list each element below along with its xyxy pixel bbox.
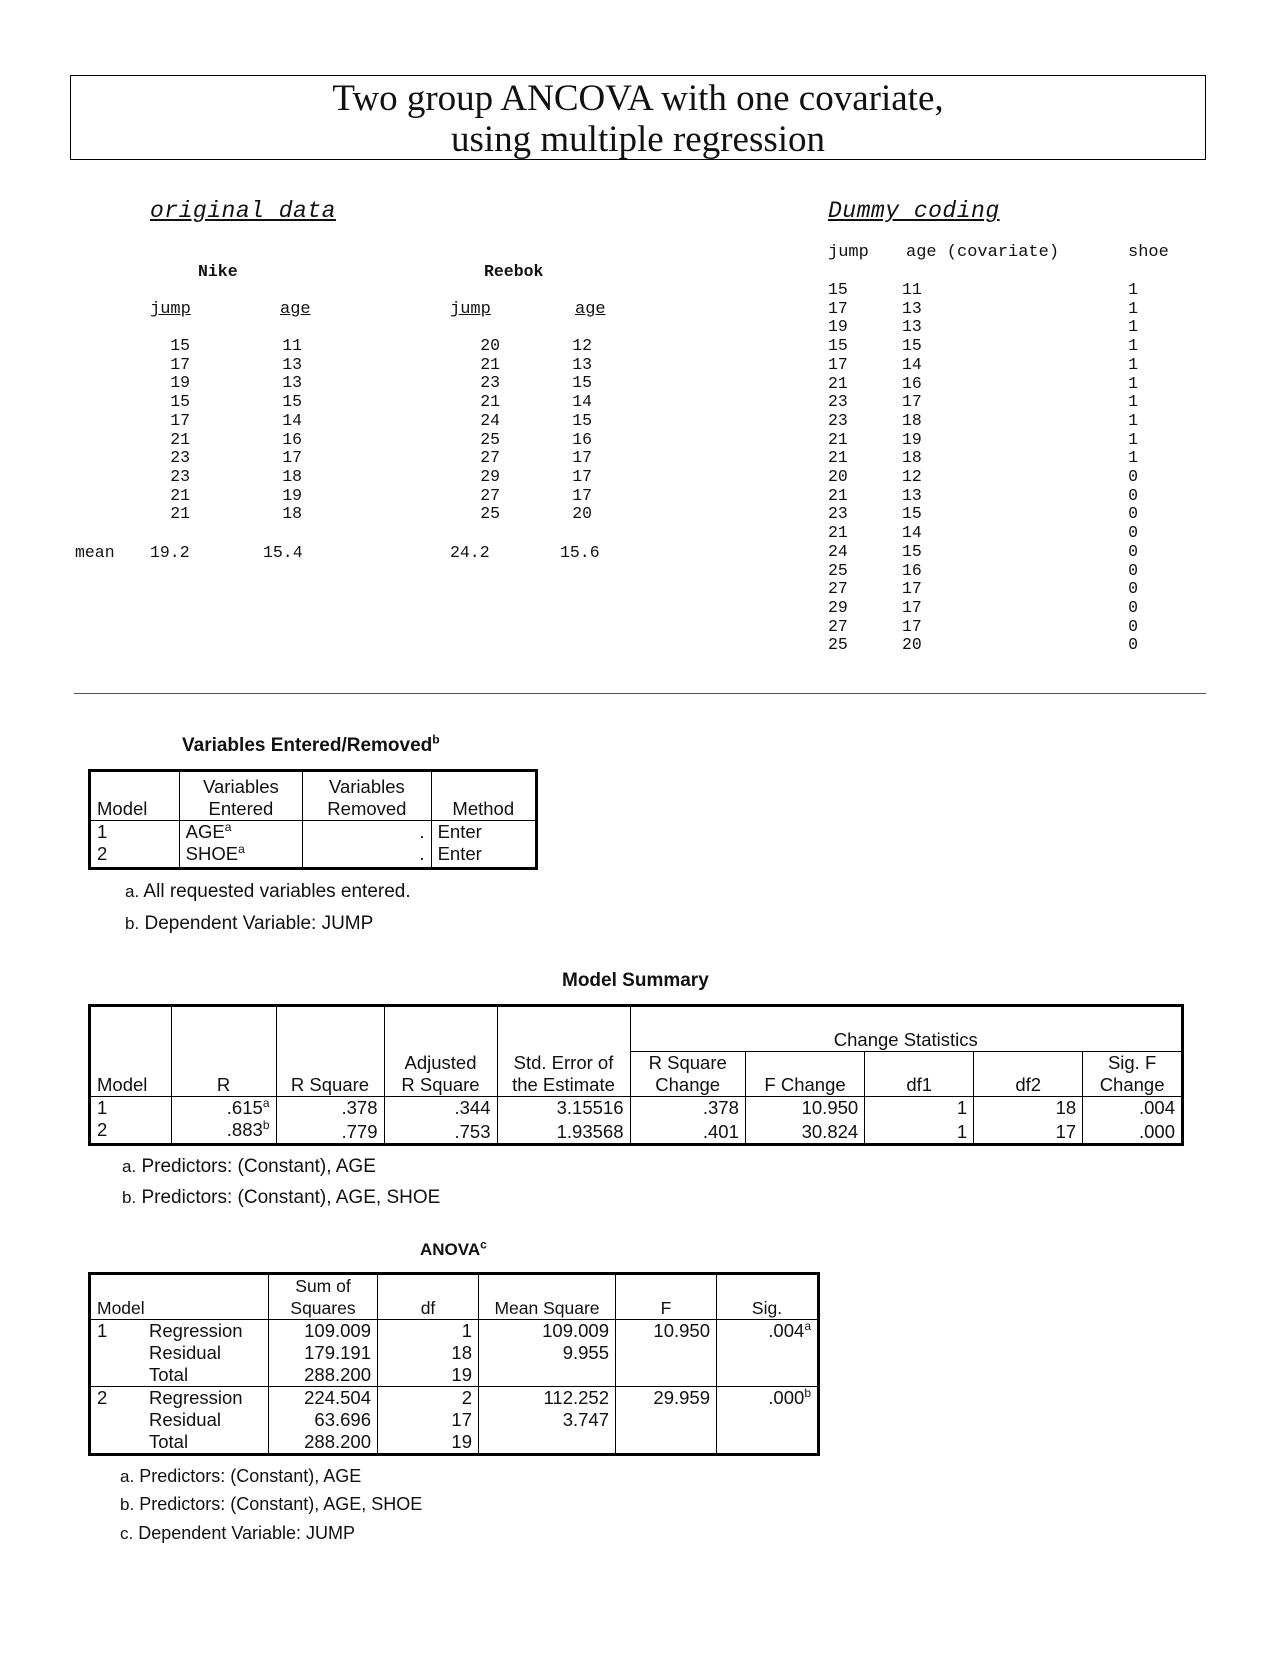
anova-cell: 109.009 (269, 1320, 378, 1343)
original-data-heading: original data (150, 198, 336, 224)
anova-h-ss: Sum of Squares (269, 1274, 378, 1320)
anova-caption: ANOVA$^c$ (420, 1237, 487, 1259)
ver-r1-model: 1 (97, 821, 108, 842)
ver-h-model: Model (97, 798, 148, 819)
anova-table (88, 1272, 820, 1456)
mean-reebok-age: 15.6 (560, 543, 600, 562)
anova-cell: 19 (378, 1431, 479, 1455)
ms-row-1: 1 .615$^a$ .378 .344 3.15516 .378 10.950 1 18 .004 (90, 1097, 1183, 1120)
ver-h-removed: Variables Removed (303, 771, 431, 821)
anova-cell (616, 1364, 717, 1387)
reebok-age-column: 12 13 15 14 15 16 17 17 17 20 (572, 336, 592, 524)
nike-jump-column: 15 17 19 15 17 21 23 23 21 21 (170, 336, 190, 524)
anova-cell: 288.200 (269, 1431, 378, 1455)
ms-h-adj: Adjusted R Square (384, 1006, 497, 1097)
nike-label: Nike (198, 262, 238, 281)
dummy-age-header: age (covariate) (906, 243, 1060, 262)
anova-cell: 9.955 (479, 1342, 616, 1364)
anova-h-f: F (616, 1274, 717, 1320)
dummy-coding-heading: Dummy coding (828, 198, 1000, 224)
ver-r2-removed: . (303, 843, 431, 869)
anova-cell: Residual (149, 1342, 221, 1363)
ver-caption-sup: b (432, 732, 440, 747)
anova-cell: 288.200 (269, 1364, 378, 1387)
anova-cell: 10.950 (616, 1320, 717, 1343)
anova-cell: 18 (378, 1342, 479, 1364)
ms-h-df2: df2 (974, 1052, 1083, 1097)
anova-note-c: c. Dependent Variable: JUMP (120, 1523, 356, 1543)
nike-jump-header: jump (150, 300, 191, 319)
anova-cell (479, 1364, 616, 1387)
ver-note-b: b. Dependent Variable: JUMP (125, 913, 374, 934)
anova-cell (90, 1431, 144, 1455)
anova-cell (616, 1409, 717, 1431)
ms-h-model: Model (97, 1074, 148, 1095)
anova-cell: 63.696 (269, 1409, 378, 1431)
anova-cell (90, 1342, 144, 1364)
anova-row (90, 1431, 819, 1455)
dummy-shoe-column: 1 1 1 1 1 1 1 1 1 1 0 0 0 0 0 0 0 0 0 0 (1128, 280, 1138, 655)
reebok-age-header: age (575, 300, 606, 319)
section-divider (74, 693, 1206, 694)
anova-row (90, 1409, 819, 1431)
ver-r2-entered: SHOE$^a$ (179, 843, 303, 869)
anova-cell (616, 1342, 717, 1364)
ver-caption-text: Variables Entered/Removed (182, 735, 433, 756)
anova-note-b: b. Predictors: (Constant), AGE, SHOE (120, 1494, 423, 1514)
ms-note-b: b. Predictors: (Constant), AGE, SHOE (122, 1187, 441, 1208)
title-line-1: Two group ANCOVA with one covariate, (332, 78, 944, 119)
ver-caption (182, 732, 440, 757)
ms-h-se: Std. Error of the Estimate (497, 1006, 630, 1097)
anova-row (90, 1320, 819, 1343)
anova-cell: 224.504 (269, 1387, 378, 1410)
dummy-jump-column: 15 17 19 15 17 21 23 23 21 21 20 21 23 21 24 25 27 29 27 25 (828, 280, 848, 655)
anova-cell: Residual (149, 1409, 221, 1430)
ver-r1-entered: AGE$^a$ (179, 821, 303, 844)
dummy-shoe-header: shoe (1128, 243, 1169, 262)
ver-note-a: a. All requested variables entered. (125, 881, 411, 902)
mean-label: mean (75, 543, 115, 562)
anova-cell: .004$^a$ (717, 1320, 819, 1343)
ms-h-rsc: R Square Change (630, 1052, 745, 1097)
anova-cell: 1 (97, 1320, 108, 1341)
mean-nike-jump: 19.2 (150, 543, 190, 562)
anova-h-ms: Mean Square (479, 1274, 616, 1320)
dummy-age-column: 11 13 13 15 14 16 17 18 19 18 12 13 15 14 15 16 17 17 17 20 (902, 280, 922, 655)
ver-r2-method: Enter (431, 843, 536, 869)
anova-row (90, 1387, 819, 1410)
anova-cell: Total (149, 1364, 189, 1385)
ver-r2-model: 2 (97, 843, 108, 864)
ms-note-a: a. Predictors: (Constant), AGE (122, 1156, 376, 1177)
ms-h-r: R (171, 1006, 276, 1097)
anova-cell: Total (149, 1431, 189, 1452)
anova-cell (717, 1409, 819, 1431)
anova-cell (90, 1364, 144, 1387)
reebok-jump-header: jump (450, 300, 491, 319)
anova-row (90, 1342, 819, 1364)
ms-h-sig: Sig. F Change (1083, 1052, 1183, 1097)
ms-h-change-stats: Change Statistics (630, 1006, 1183, 1052)
anova-cell: 179.191 (269, 1342, 378, 1364)
anova-h-df: df (378, 1274, 479, 1320)
anova-cell (479, 1431, 616, 1455)
nike-age-header: age (280, 300, 311, 319)
anova-cell: 109.009 (479, 1320, 616, 1343)
anova-cell: 19 (378, 1364, 479, 1387)
ms-h-fchange: F Change (745, 1052, 864, 1097)
ms-h-df1: df1 (865, 1052, 974, 1097)
model-summary-table (88, 1004, 1184, 1146)
ver-row-2 (90, 843, 537, 869)
reebok-jump-column: 20 21 23 21 24 25 27 29 27 25 (480, 336, 500, 524)
variables-entered-table (88, 769, 538, 870)
model-summary-caption: Model Summary (562, 970, 709, 991)
ver-h-method: Method (431, 771, 536, 821)
mean-nike-age: 15.4 (263, 543, 303, 562)
ver-r1-method: Enter (431, 821, 536, 844)
anova-cell (90, 1409, 144, 1431)
anova-cell (616, 1431, 717, 1455)
anova-cell: 3.747 (479, 1409, 616, 1431)
anova-row (90, 1364, 819, 1387)
anova-cell (717, 1364, 819, 1387)
anova-cell: 112.252 (479, 1387, 616, 1410)
ver-row-1 (90, 821, 537, 844)
nike-age-column: 11 13 13 15 14 16 17 18 19 18 (282, 336, 302, 524)
mean-reebok-jump: 24.2 (450, 543, 490, 562)
title-box (70, 75, 1206, 160)
anova-note-a: a. Predictors: (Constant), AGE (120, 1466, 362, 1486)
reebok-label: Reebok (484, 262, 544, 281)
anova-cell: Regression (149, 1387, 243, 1408)
dummy-jump-header: jump (828, 243, 869, 262)
anova-h-sig: Sig. (717, 1274, 819, 1320)
anova-cell: Regression (149, 1320, 243, 1341)
title-line-2: using multiple regression (450, 119, 826, 160)
ver-h-entered: Variables Entered (179, 771, 303, 821)
ver-r1-removed: . (303, 821, 431, 844)
anova-cell: 2 (378, 1387, 479, 1410)
anova-h-model: Model (97, 1298, 145, 1318)
anova-cell: 2 (97, 1387, 108, 1408)
anova-cell: 1 (378, 1320, 479, 1343)
anova-cell: 17 (378, 1409, 479, 1431)
anova-cell (717, 1342, 819, 1364)
anova-cell (717, 1431, 819, 1455)
ms-row-2: 2 .883$^b$ .779 .753 1.93568 .401 30.824 1 17 .000 (90, 1119, 1183, 1145)
ms-h-rsquare: R Square (276, 1006, 384, 1097)
anova-cell: 29.959 (616, 1387, 717, 1410)
anova-cell: .000$^b$ (717, 1387, 819, 1410)
